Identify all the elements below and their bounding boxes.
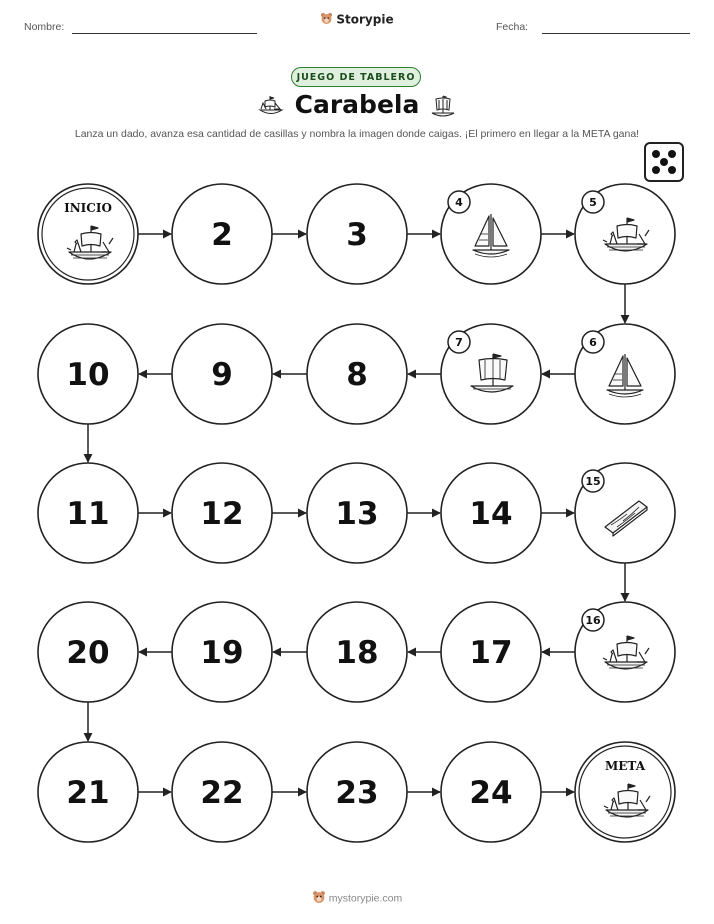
board-square-2 (172, 184, 272, 284)
board-square-7 (441, 324, 541, 424)
brand-name: Storypie (336, 12, 394, 27)
square-number: 20 (66, 635, 110, 671)
board-square-14 (441, 463, 541, 563)
board-square-11 (38, 463, 138, 563)
square-number: 12 (200, 496, 244, 532)
square-number: 24 (469, 775, 513, 811)
square-number: 13 (335, 496, 379, 532)
board-square-25 (575, 742, 675, 842)
board-square-19 (172, 602, 272, 702)
square-number: 3 (346, 217, 368, 253)
finish-label: META (604, 759, 646, 773)
board-square-17 (441, 602, 541, 702)
square-number-badge: 15 (585, 475, 601, 488)
square-number: 22 (200, 775, 244, 811)
board-square-8 (307, 324, 407, 424)
board-square-4 (441, 184, 541, 284)
board-square-1 (38, 184, 138, 284)
footer-url: mystorypie.com (328, 892, 403, 905)
square-number: 21 (66, 775, 110, 811)
board-square-22 (172, 742, 272, 842)
square-number: 11 (66, 496, 110, 532)
board-square-9 (172, 324, 272, 424)
square-number-badge: 4 (455, 196, 463, 209)
board-square-16 (575, 602, 675, 702)
board-square-15 (575, 463, 675, 563)
board-square-10 (38, 324, 138, 424)
square-number: 23 (335, 775, 379, 811)
square-number: 17 (469, 635, 513, 671)
game-type-badge: JUEGO DE TABLERO (291, 67, 421, 87)
square-number: 14 (469, 496, 513, 532)
instructions-text: Lanza un dado, avanza esa cantidad de casillas y nombra la imagen donde caigas. ¡El primero en llegar a la META gana! (74, 128, 640, 140)
board-square-3 (307, 184, 407, 284)
square-number: 9 (211, 357, 233, 393)
square-number: 18 (335, 635, 379, 671)
square-number: 10 (66, 357, 110, 393)
board-square-23 (307, 742, 407, 842)
bear-icon (312, 890, 326, 907)
board-square-24 (441, 742, 541, 842)
square-number: 2 (211, 217, 233, 253)
square-number: 19 (200, 635, 244, 671)
square-number-badge: 6 (589, 336, 597, 349)
board-square-20 (38, 602, 138, 702)
board-square-12 (172, 463, 272, 563)
page-title: Carabela (294, 90, 420, 119)
name-label: Nombre: (24, 21, 65, 33)
footer (0, 890, 714, 907)
date-label: Fecha: (496, 21, 529, 33)
board-square-5 (575, 184, 675, 284)
square-number-badge: 7 (455, 336, 463, 349)
board-square-21 (38, 742, 138, 842)
board-square-6 (575, 324, 675, 424)
board-square-13 (307, 463, 407, 563)
board-square-18 (307, 602, 407, 702)
square-number-badge: 16 (585, 614, 601, 627)
square-number: 8 (346, 357, 368, 393)
square-number-badge: 5 (589, 196, 597, 209)
start-label: INICIO (64, 201, 112, 215)
